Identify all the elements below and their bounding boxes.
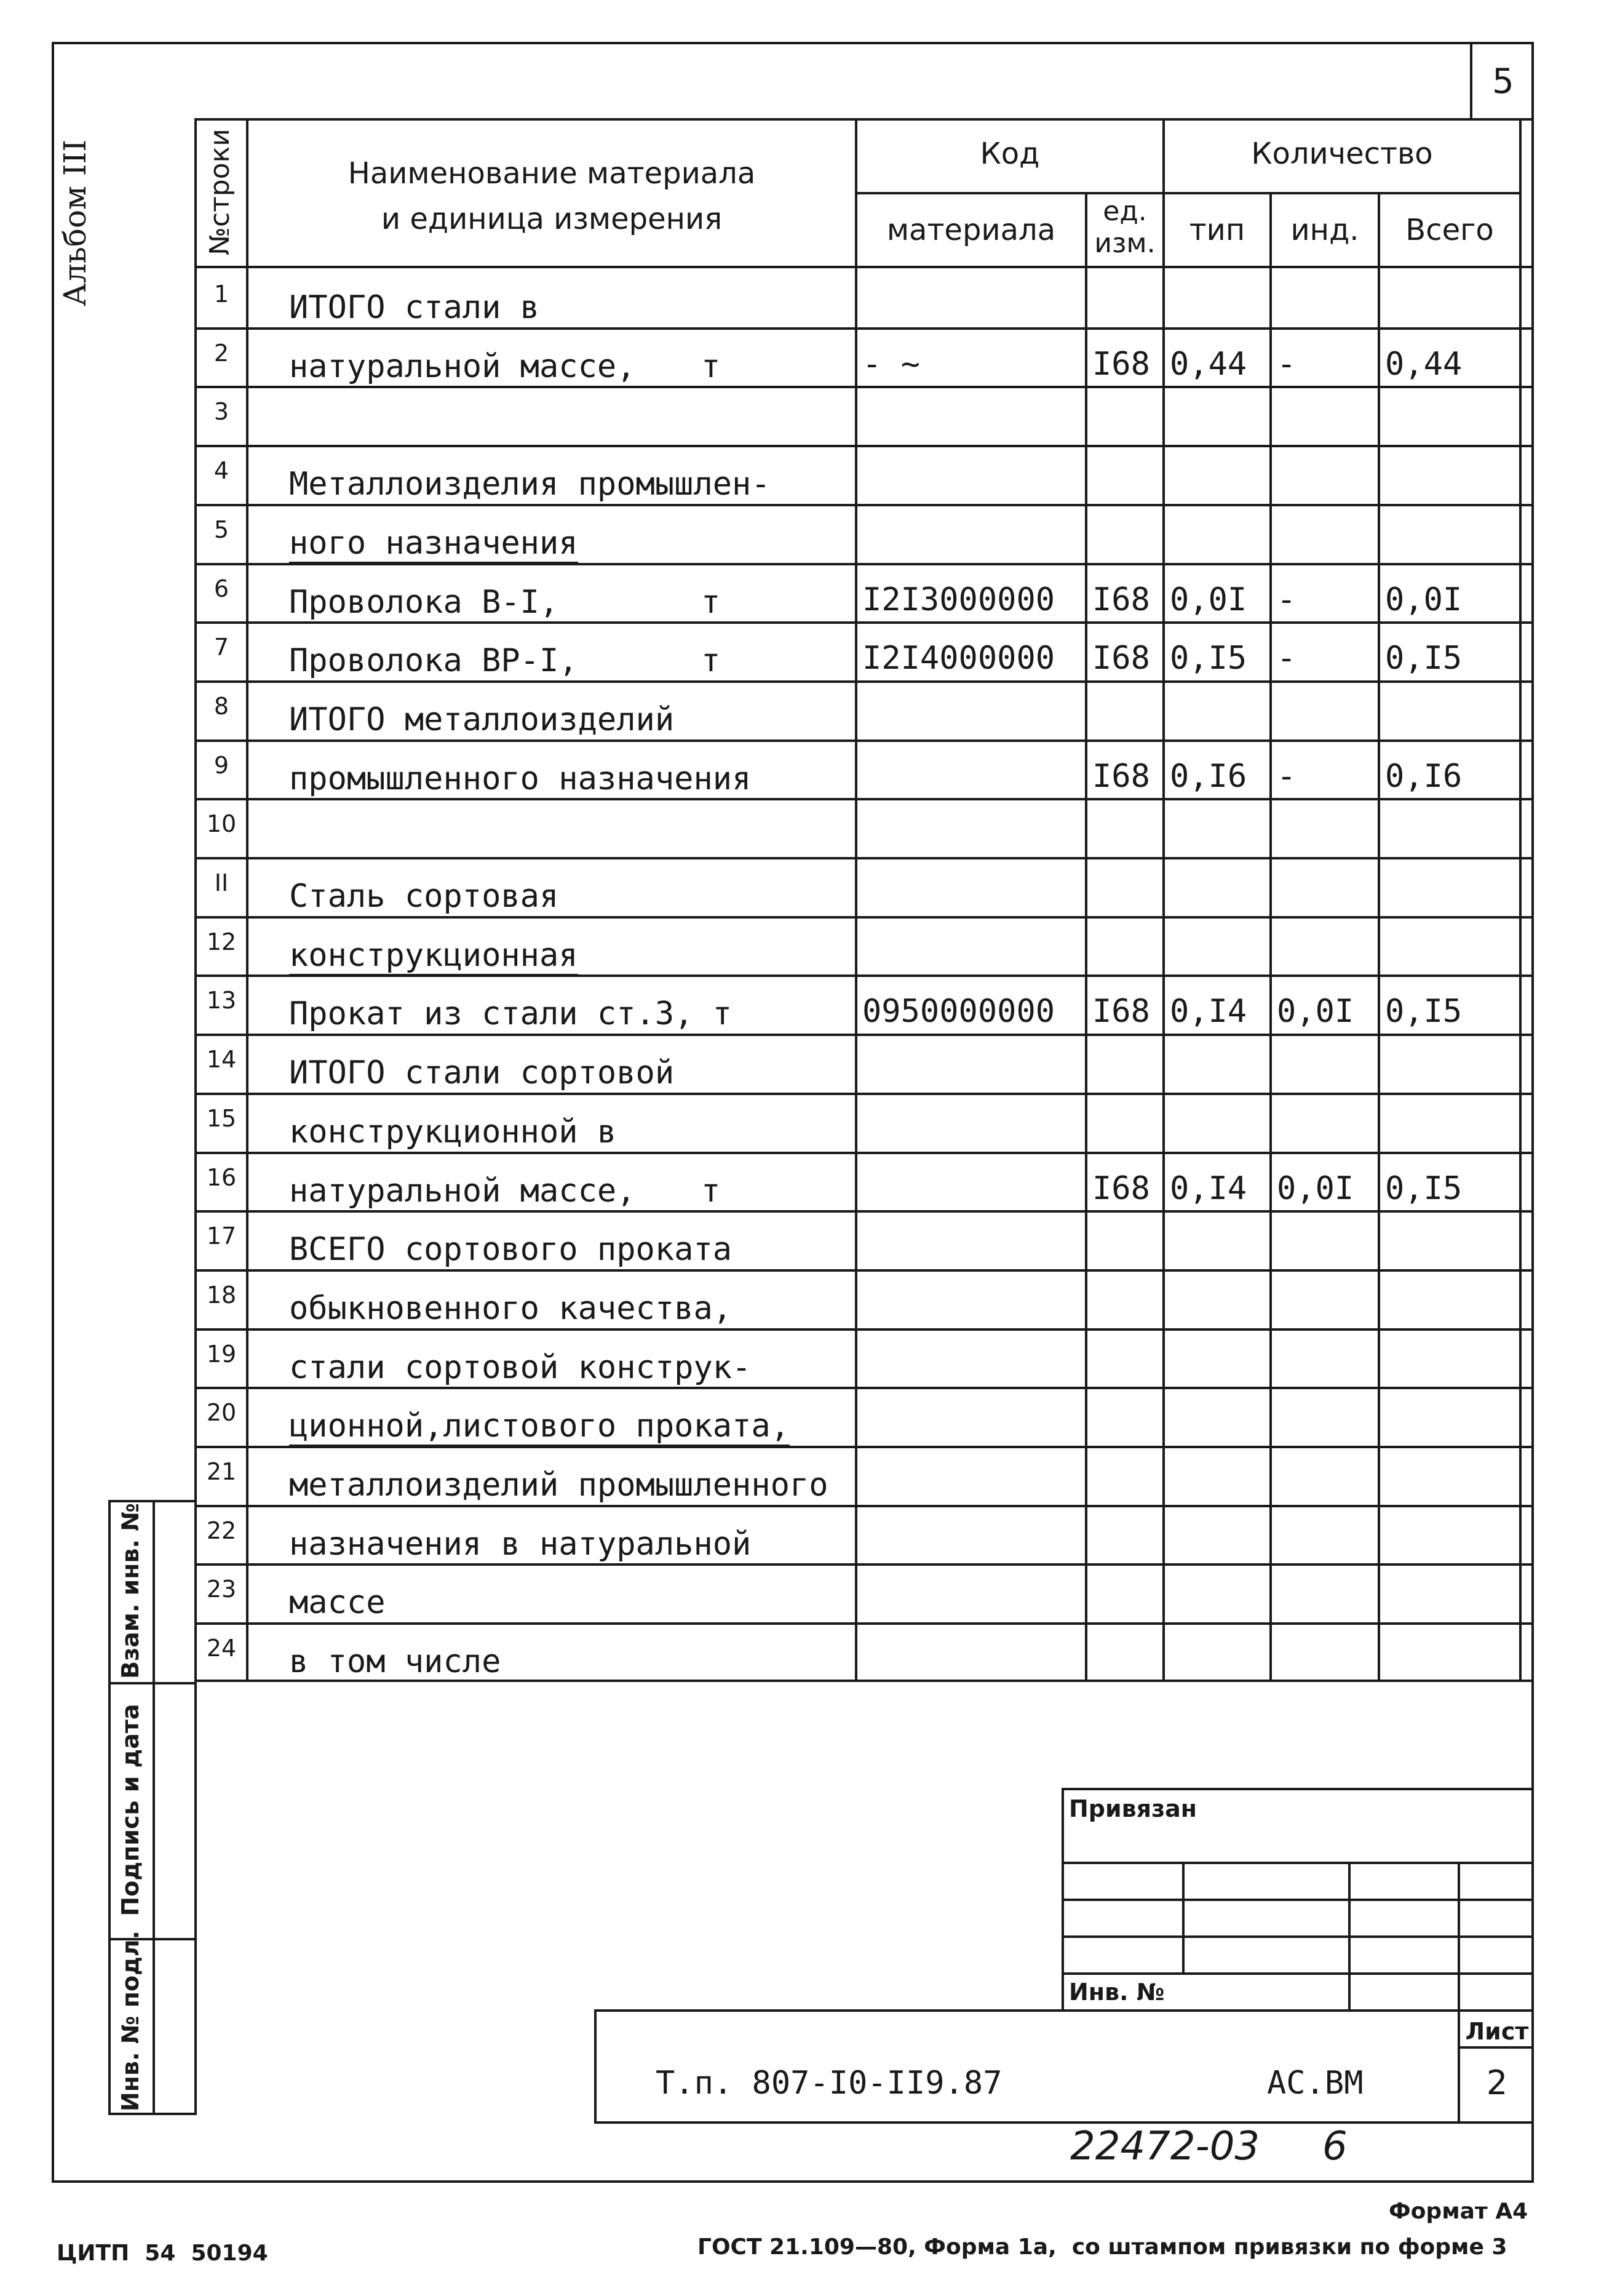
cell-total: 0,44 [1385,346,1463,383]
cell-type: 0,0I [1170,581,1247,618]
cell-name: натуральной массе, [289,1173,636,1210]
cell-name-unit: т [701,1173,721,1210]
cell-total: 0,I5 [1385,640,1463,677]
row-divider [194,504,1534,506]
header-bottom-line [194,266,1534,268]
cell-code: 0950000000 [862,993,1055,1030]
stamp-code: АС.ВМ [1267,2065,1364,2102]
col-line-ind [1378,192,1380,1682]
cell-unit: I68 [1092,640,1150,677]
cell-name: натуральной массе, [289,348,636,385]
cell-name: Проволока ВР-I, [289,642,578,679]
handwritten-page: 6 [1322,2124,1348,2169]
stamp-designation: Т.п. 807-I0-II9.87 [656,2065,1003,2102]
stamp-vline-2 [1348,1862,1351,2012]
header-name-line1: Наименование материала [347,156,756,191]
row-divider [194,798,1534,800]
col-line-type [1269,192,1272,1682]
row-divider [194,563,1534,565]
header-unit-line1: ед. [1103,196,1147,227]
album-label: Альбом III [57,139,93,306]
row-divider [194,1093,1534,1095]
row-divider [194,1152,1534,1154]
cell-total: 0,I5 [1385,1170,1463,1207]
row-number: 5 [213,516,229,543]
row-number: 7 [213,634,229,661]
row-number: 18 [206,1282,237,1309]
cell-ind: 0,0I [1277,993,1354,1030]
row-number: 3 [213,398,229,425]
row-number: 1 [213,281,229,308]
stamp-vline-1 [1182,1862,1185,1972]
row-number: 23 [206,1576,237,1603]
cell-name: металлоизделий промышленного [289,1467,828,1504]
cell-name: ИТОГО стали сортовой [289,1054,675,1091]
footer-format: Формат А4 [1389,2199,1528,2224]
row-number: 24 [206,1635,237,1662]
side-label-vzam-inv: Взам. инв. № [117,1503,144,1679]
cell-name: промышленного назначения [289,760,752,797]
footer-right: ГОСТ 21.109—80, Форма 1а, со штампом привязки по форме 3 [697,2234,1507,2260]
cell-ind: - [1277,758,1296,795]
header-unit-line2: изм. [1094,228,1156,259]
side-strip-div1 [108,1682,194,1684]
row-divider [194,1622,1534,1625]
stamp-inv-no: Инв. № [1069,1979,1165,2006]
cell-unit: I68 [1092,1170,1150,1207]
row-number: 10 [206,810,237,837]
cell-unit: I68 [1092,993,1150,1030]
row-number: 4 [213,457,229,484]
stamp-privyazan: Привязан [1069,1795,1197,1822]
row-divider [194,916,1534,919]
row-divider [194,1034,1534,1036]
cell-name-unit: т [701,348,721,385]
cell-name: ИТОГО стали в [289,289,539,326]
cell-name: ционной,листового проката, [289,1408,790,1447]
row-number: 17 [206,1222,237,1250]
row-divider [194,1269,1534,1272]
cell-name: массе [289,1584,386,1621]
page-number: 5 [1492,62,1514,102]
cell-code: - ~ [862,346,920,383]
stamp-list-value: 2 [1486,2063,1508,2102]
handwritten-number: 22472-03 [1070,2124,1260,2169]
cell-code: I2I4000000 [862,640,1055,677]
row-number: 14 [206,1046,237,1073]
row-number: 12 [206,928,237,955]
side-strip-right-line [194,1682,197,2115]
row-number: 2 [213,340,229,367]
stamp-line-1 [1062,1862,1534,1864]
cell-ind: - [1277,581,1296,618]
side-strip-left-line [108,1500,111,2115]
cell-name: ного назначения [289,525,578,564]
cell-total: 0,I6 [1385,758,1463,795]
row-number: 22 [206,1517,237,1544]
row-number: 13 [206,987,237,1014]
row-number: 9 [213,752,229,779]
row-number: 21 [206,1458,237,1485]
stamp-line-4 [1062,1972,1534,1975]
cell-name: Проволока В-I, [289,584,559,621]
row-number: 20 [206,1399,237,1426]
cell-ind: - [1277,346,1296,383]
header-row-no: №строки [204,129,236,255]
row-divider [194,445,1534,447]
cell-name: стали сортовой конструк- [289,1349,752,1386]
header-name-line2: и единица измерения [381,202,723,236]
row-number: 16 [206,1164,237,1191]
cell-type: 0,I5 [1170,640,1247,677]
row-divider [194,621,1534,624]
row-number: 8 [213,693,229,720]
cell-code: I2I3000000 [862,581,1055,618]
cell-name: Прокат из стали ст.3, т [289,995,733,1032]
cell-name: в том числе [289,1643,501,1680]
cell-type: 0,44 [1170,346,1247,383]
cell-name-unit: т [701,642,721,679]
stamp-line-2 [1062,1899,1534,1901]
header-q-type: тип [1189,213,1245,247]
row-number: 19 [206,1341,237,1368]
row-divider [194,1210,1534,1213]
stamp-line-3 [1062,1935,1534,1938]
row-divider [194,1563,1534,1566]
cell-name: обыкновенного качества, [289,1290,733,1327]
cell-type: 0,I6 [1170,758,1247,795]
row-divider [194,1505,1534,1507]
row-divider [194,386,1534,388]
cell-name-unit: т [701,584,721,621]
cell-name: назначения в натуральной [289,1526,752,1563]
row-divider [194,1328,1534,1331]
footer-left: ЦИТП 54 50194 [57,2241,268,2266]
row-divider [194,680,1534,683]
row-divider [194,857,1534,859]
stamp-list-label: Лист [1465,2018,1529,2045]
cell-name: Сталь сортовая [289,878,559,915]
header-q-total: Всего [1405,213,1494,247]
row-divider [194,739,1534,742]
row-divider [194,327,1534,330]
header-code-material: материала [886,213,1056,247]
row-number: II [214,869,229,896]
row-number: 15 [206,1105,237,1132]
side-strip-bottom [108,2113,194,2115]
cell-ind: 0,0I [1277,1170,1354,1207]
cell-unit: I68 [1092,581,1150,618]
cell-name: Металлоизделия промышлен- [289,466,771,503]
cell-name: ВСЕГО сортового проката [289,1231,733,1268]
row-divider [194,1387,1534,1389]
side-strip-mid-line [153,1500,155,2115]
cell-unit: I68 [1092,758,1150,795]
cell-name: ИТОГО металлоизделий [289,701,675,738]
header-mid-line [855,192,1522,194]
cell-ind: - [1277,640,1296,677]
header-code: Код [980,137,1040,171]
cell-name: конструкционной в [289,1114,617,1150]
col-line-code [1085,192,1087,1682]
cell-unit: I68 [1092,346,1150,383]
header-q-ind: инд. [1290,213,1359,247]
row-divider [194,975,1534,977]
row-number: 6 [213,575,229,602]
row-divider [194,1446,1534,1448]
cell-total: 0,0I [1385,581,1463,618]
side-label-inv-podl: Инв. № подл. [117,1930,144,2111]
cell-name: конструкционная [289,937,578,976]
header-quantity: Количество [1251,137,1433,171]
title-block-list-line [1458,2046,1534,2049]
side-label-podpis-data: Подпись и дата [117,1704,144,1916]
stamp-vline-3 [1458,1862,1460,2012]
cell-type: 0,I4 [1170,1170,1247,1207]
cell-type: 0,I4 [1170,993,1247,1030]
cell-total: 0,I5 [1385,993,1463,1030]
